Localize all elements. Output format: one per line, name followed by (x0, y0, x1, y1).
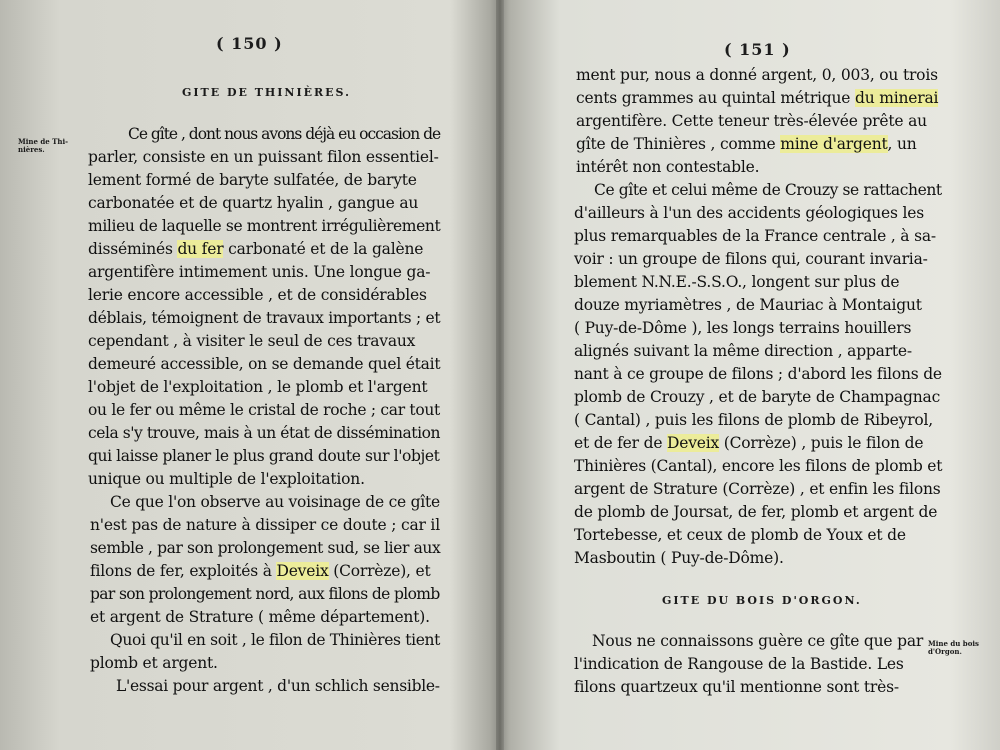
text-line: Ce gîte et celui même de Crouzy se rattachent (594, 181, 942, 199)
text-line: argent de Strature (Corrèze) , et enfin les filons (574, 480, 941, 498)
text-line: et argent de Strature ( même département). (90, 608, 430, 626)
text-line: carbonatée et de quartz hyalin , gangue au (88, 194, 419, 212)
text-line: plomb de Crouzy , et de baryte de Champagnac (574, 388, 941, 406)
text-line: lement formé de baryte sulfatée, de baryte (88, 171, 417, 189)
text-line: de plomb de Joursat, de fer, plomb et argent de (574, 503, 938, 521)
text-line: ( Puy-de-Dôme ), les longs terrains houillers (574, 319, 912, 337)
text-line: Tortebesse, et ceux de plomb de Youx et de (574, 526, 906, 544)
text-line: filons quartzeux qu'il mentionne sont très- (574, 678, 899, 696)
text-line: gîte de Thinières , comme mine d'argent, un (576, 135, 917, 153)
highlight: du minerai (855, 89, 939, 107)
text-line: cela s'y trouve, mais à un état de dissémination (88, 424, 441, 442)
text-line: douze myriamètres , de Mauriac à Montaigut (574, 296, 922, 314)
text-line: argentifère. Cette teneur très-élevée prête au (576, 112, 927, 130)
text-line: n'est pas de nature à dissiper ce doute ; car il (90, 516, 440, 534)
text-line: plomb et argent. (90, 654, 218, 672)
highlight: Deveix (276, 562, 329, 580)
text-line: blement N.N.E.-S.S.O., longent sur plus de (574, 273, 900, 291)
text-line: plus remarquables de la France centrale , à sa- (574, 227, 936, 245)
text-line: demeuré accessible, on se demande quel était (88, 355, 441, 373)
text-line: Quoi qu'il en soit , le filon de Thinières tient (110, 631, 441, 649)
text-line: Nous ne connaissons guère ce gîte que par (592, 632, 924, 650)
highlight: du fer (177, 240, 224, 258)
text-line: ment pur, nous a donné argent, 0, 003, ou trois (576, 66, 938, 84)
highlight: Deveix (667, 434, 720, 452)
left-page (0, 0, 498, 750)
text-line: filons de fer, exploités à Deveix (Corrèze), et (90, 562, 431, 580)
text-line: voir : un groupe de filons qui, courant invaria- (574, 250, 928, 268)
page-number: ( 150 ) (216, 34, 283, 53)
text-line: l'indication de Rangouse de la Bastide. Les (574, 655, 904, 673)
text-line: argentifère intimement unis. Une longue ga- (88, 263, 431, 281)
text-line: parler, consiste en un puissant filon essentiel- (88, 148, 439, 166)
text-line: ( Cantal) , puis les filons de plomb de Ribeyrol, (574, 411, 934, 429)
text-line: d'ailleurs à l'un des accidents géologiques les (574, 204, 924, 222)
text-line: ou le fer ou même le cristal de roche ; car tout (88, 401, 440, 419)
text-line: semble , par son prolongement sud, se lier aux (90, 539, 441, 557)
text-line: l'objet de l'exploitation , le plomb et l'argent (88, 378, 428, 396)
margin-note: Mine du bois d'Orgon. (928, 639, 979, 656)
text-line: L'essai pour argent , d'un schlich sensible- (116, 677, 440, 695)
text-line: Ce gîte , dont nous avons déjà eu occasion de (128, 125, 441, 143)
text-line: qui laisse planer le plus grand doute sur l'objet (88, 447, 440, 465)
text-line: unique ou multiple de l'exploitation. (88, 470, 365, 488)
text-line: alignés suivant la même direction , apparte- (574, 342, 912, 360)
page-number: ( 151 ) (724, 40, 791, 59)
highlight: mine d'argent (780, 135, 888, 153)
text-line: cents grammes au quintal métrique du minerai (576, 89, 939, 107)
text-line: milieu de laquelle se montrent irrégulièrement (88, 217, 441, 235)
text-line: et de fer de Deveix (Corrèze) , puis le filon de (574, 434, 924, 452)
text-line: intérêt non contestable. (576, 158, 760, 176)
text-line: Masboutin ( Puy-de-Dôme). (574, 549, 784, 567)
margin-note: Mine de Thi- nières. (18, 137, 69, 154)
text-line: disséminés du fer carbonaté et de la galène (88, 240, 424, 258)
text-line: déblais, témoignent de travaux importants ; et (88, 309, 441, 327)
right-page (502, 0, 1000, 750)
section-heading: GITE DE THINIÈRES. (182, 86, 351, 99)
section-heading: GITE DU BOIS D'ORGON. (662, 594, 862, 607)
text-line: par son prolongement nord, aux filons de plomb (90, 585, 440, 603)
text-line: Thinières (Cantal), encore les filons de plomb et (574, 457, 943, 475)
text-line: cependant , à visiter le seul de ces travaux (88, 332, 416, 350)
text-line: lerie encore accessible , et de considérables (88, 286, 427, 304)
text-line: Ce que l'on observe au voisinage de ce gîte (110, 493, 440, 511)
text-line: nant à ce groupe de filons ; d'abord les filons de (574, 365, 942, 383)
